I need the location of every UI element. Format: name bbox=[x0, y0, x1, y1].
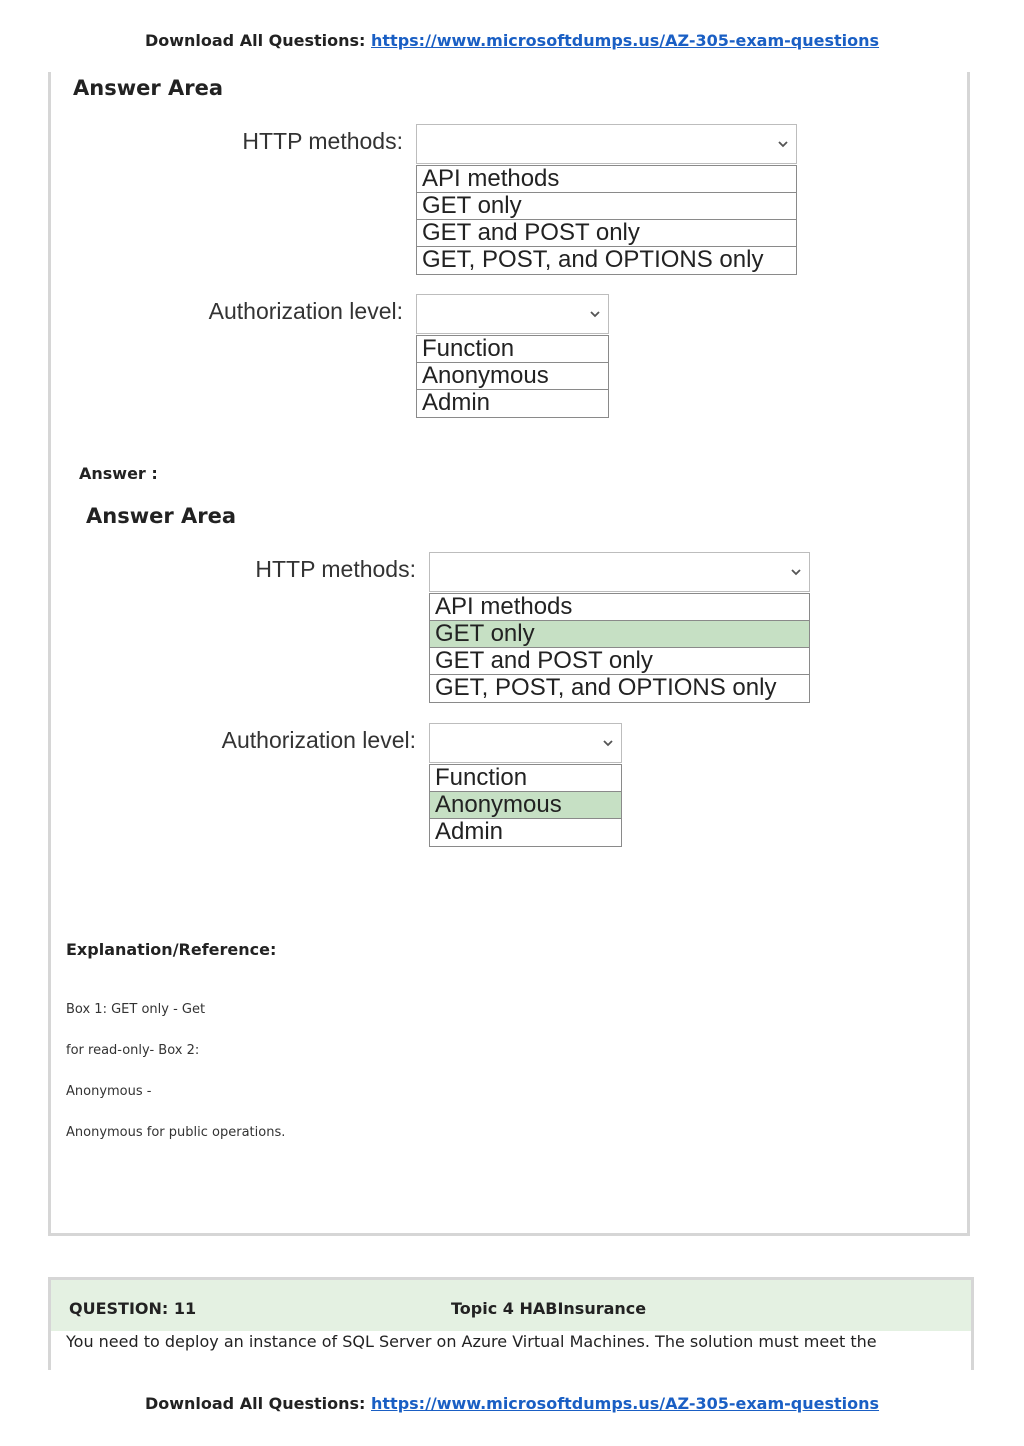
answer-label: Answer : bbox=[79, 464, 158, 483]
download-footer bbox=[0, 1394, 1024, 1413]
explanation-line: Anonymous - bbox=[66, 1084, 152, 1099]
authorization-level-options bbox=[416, 335, 609, 418]
download-link[interactable]: https://www.microsoftdumps.us/AZ-305-exam-questions bbox=[371, 31, 880, 50]
authorization-level-options bbox=[429, 764, 622, 847]
question-number: QUESTION: 11 bbox=[69, 1299, 197, 1318]
dropdown-option[interactable]: GET only bbox=[430, 621, 809, 648]
dropdown-option[interactable]: Admin bbox=[435, 818, 504, 845]
http-methods-dropdown[interactable] bbox=[429, 552, 810, 592]
answer-area-title: Answer Area bbox=[86, 504, 237, 528]
http-methods-options bbox=[416, 165, 797, 275]
dropdown-option[interactable]: GET, POST, and OPTIONS only bbox=[435, 674, 777, 701]
question-topic: Topic 4 HABInsurance bbox=[451, 1299, 647, 1318]
chevron-down-icon bbox=[776, 137, 790, 151]
authorization-level-label: Authorization level: bbox=[221, 727, 416, 753]
authorization-level-dropdown[interactable] bbox=[416, 294, 609, 334]
question-text: You need to deploy an instance of SQL Server on Azure Virtual Machines. The solution must meet the bbox=[66, 1332, 877, 1351]
question-header bbox=[51, 1280, 971, 1331]
explanation-title: Explanation/Reference: bbox=[66, 940, 277, 959]
dropdown-option[interactable]: Anonymous bbox=[430, 792, 621, 819]
dropdown-option[interactable]: API methods bbox=[430, 594, 809, 621]
chevron-down-icon bbox=[588, 307, 602, 321]
download-link[interactable]: https://www.microsoftdumps.us/AZ-305-exam-questions bbox=[371, 1394, 880, 1413]
explanation-line: Anonymous for public operations. bbox=[66, 1125, 286, 1140]
dropdown-option[interactable]: GET and POST only bbox=[430, 648, 809, 675]
http-methods-label: HTTP methods: bbox=[242, 128, 403, 154]
answer-area-title: Answer Area bbox=[73, 76, 224, 100]
authorization-level-label: Authorization level: bbox=[208, 298, 403, 324]
explanation-line: Box 1: GET only - Get bbox=[66, 1002, 206, 1017]
download-prefix: Download All Questions: bbox=[144, 1394, 366, 1413]
dropdown-option[interactable]: Anonymous bbox=[417, 363, 608, 390]
dropdown-option[interactable]: GET and POST only bbox=[417, 220, 796, 247]
next-question-card bbox=[48, 1277, 974, 1370]
http-methods-dropdown[interactable] bbox=[416, 124, 797, 164]
dropdown-option[interactable]: GET, POST, and OPTIONS only bbox=[422, 246, 764, 273]
explanation-line: for read-only- Box 2: bbox=[66, 1043, 200, 1058]
dropdown-option[interactable]: Function bbox=[417, 336, 608, 363]
dropdown-option[interactable]: GET only bbox=[417, 193, 796, 220]
dropdown-option[interactable]: API methods bbox=[417, 166, 796, 193]
authorization-level-dropdown[interactable] bbox=[429, 723, 622, 763]
download-header bbox=[0, 31, 1024, 50]
download-prefix: Download All Questions: bbox=[144, 31, 366, 50]
http-methods-options bbox=[429, 593, 810, 703]
dropdown-option[interactable]: Function bbox=[430, 765, 621, 792]
chevron-down-icon bbox=[601, 736, 615, 750]
http-methods-label: HTTP methods: bbox=[255, 556, 416, 582]
chevron-down-icon bbox=[789, 565, 803, 579]
dropdown-option[interactable]: Admin bbox=[422, 389, 491, 416]
